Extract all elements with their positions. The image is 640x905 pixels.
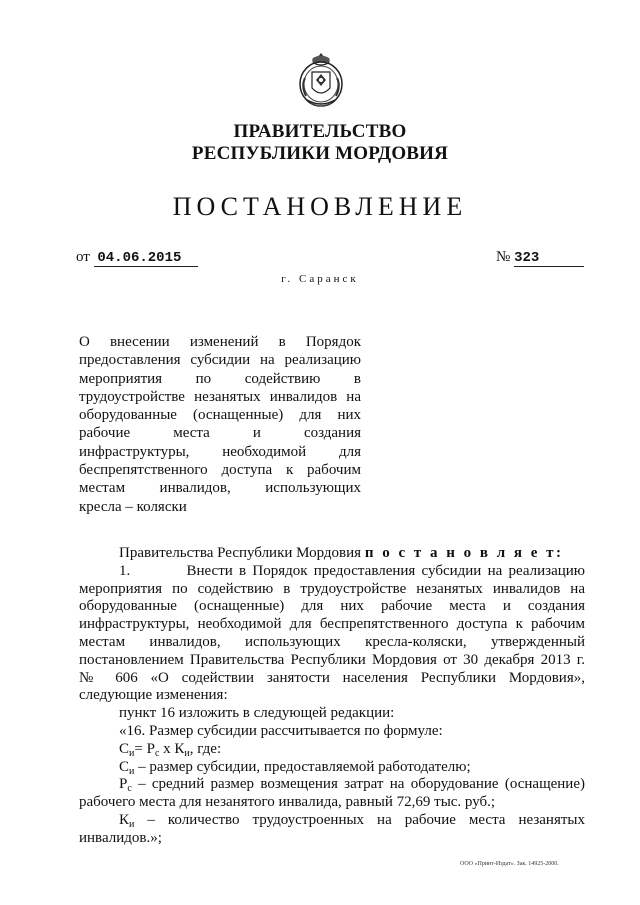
government-name-line2: РЕСПУБЛИКИ МОРДОВИЯ [191,143,449,164]
subject-line: предоставления субсидии на реализацию [79,352,361,369]
intro-text: Правительства Республики Мордовия [119,545,362,561]
subject-line: беспрепятственного доступа к рабочим [79,462,361,479]
definition-k-line2: инвалидов.»; [79,829,162,846]
item1-line: № 606 «О содействии занятости населения Республики Мордовия», [79,669,585,686]
formula-tail: , где: [189,740,222,757]
definition-p-line2: рабочего места для незанятого инвалида, равный 72,69 тыс. руб.; [79,794,496,811]
subject-line: трудоустройстве незанятых инвалидов на [79,388,361,405]
item1-line: 1. Внести в Порядок предоставления субсидии на реализацию [119,562,585,579]
document-type-title: ПОСТАНОВЛЕНИЕ [172,192,468,221]
number-underline [514,250,584,267]
number-block [496,249,584,267]
def-c-sub: и [129,765,135,777]
subject-line: местам инвалидов, использующих [79,480,361,497]
def-c-symbol: С [119,758,130,775]
formula-rhs2: К [174,740,185,757]
subject-line: оборудованные (оснащенные) для них [79,407,361,424]
definition-k-line1 [79,812,585,830]
def-k-sub: и [129,818,135,830]
formula-intro: «16. Размер субсидии рассчитывается по формуле: [119,722,443,739]
formula-rhs1: Р [146,740,155,757]
def-p-text: – средний размер возмещения затрат на оборудование (оснащение) [131,776,585,793]
subject-line: О внесении изменений в Порядок [79,334,361,350]
formula-line: $С_и= Р_с$ х $К_и$, где: [119,740,222,759]
resolution-body [79,545,585,848]
def-p-sub: с [127,783,132,795]
item1-line: следующие изменения: [79,687,228,704]
printer-footer: ООО «Принт-Издат». Зак. 14925-2000. [460,861,559,867]
def-p-symbol: Р [119,776,128,793]
number-prefix: № [496,249,511,265]
date-block [76,249,198,267]
formula-rhs2-sub: и [184,747,190,759]
def-k-symbol: К [119,811,130,828]
intro-verb: п о с т а н о в л я е т: [364,545,564,561]
def-k-text: – количество трудоустроенных на рабочие места незанятых [134,811,585,828]
subject-line: кресла – коляски [79,498,187,515]
item1-line: местам инвалидов, использующих кресла-коляски, утвержденный [79,633,585,650]
date-underline [94,250,198,267]
subject-line: мероприятия по содействию в [79,370,361,387]
intro-line [79,545,585,563]
item1-line: оборудованные (оснащенные) для них рабочие места и создания [79,598,585,615]
date-prefix: от [76,249,90,265]
definition-c [79,759,585,777]
coat-of-arms-emblem [297,52,345,110]
document-date: 04.06.2015 [97,250,182,266]
formula-lhs: С [119,740,130,757]
definition-p-line1 [79,776,585,794]
government-name-line1: ПРАВИТЕЛЬСТВО [233,121,407,142]
formula-rhs1-sub: с [154,747,160,759]
formula-op: х [163,740,171,757]
def-c-text: – размер субсидии, предоставляемой работодателю; [134,758,471,775]
city: г. Саранск [281,273,359,285]
document-number: 323 [514,250,540,266]
subject-block [79,333,361,516]
subject-line: инфраструктуры, необходимой для [79,443,361,460]
item1-line: постановлением Правительства Республики Мордовия от 30 декабря 2013 г. [79,651,585,668]
subject-line: рабочие места и создания [79,425,361,442]
item1-line: мероприятия по содействию в трудоустройстве незанятых инвалидов на [79,580,585,597]
point-intro: пункт 16 изложить в следующей редакции: [119,705,395,722]
item1-line: инфраструктуры, необходимой для беспрепятственного доступа к рабочим [79,616,585,633]
formula-lhs-sub: и [129,747,135,759]
